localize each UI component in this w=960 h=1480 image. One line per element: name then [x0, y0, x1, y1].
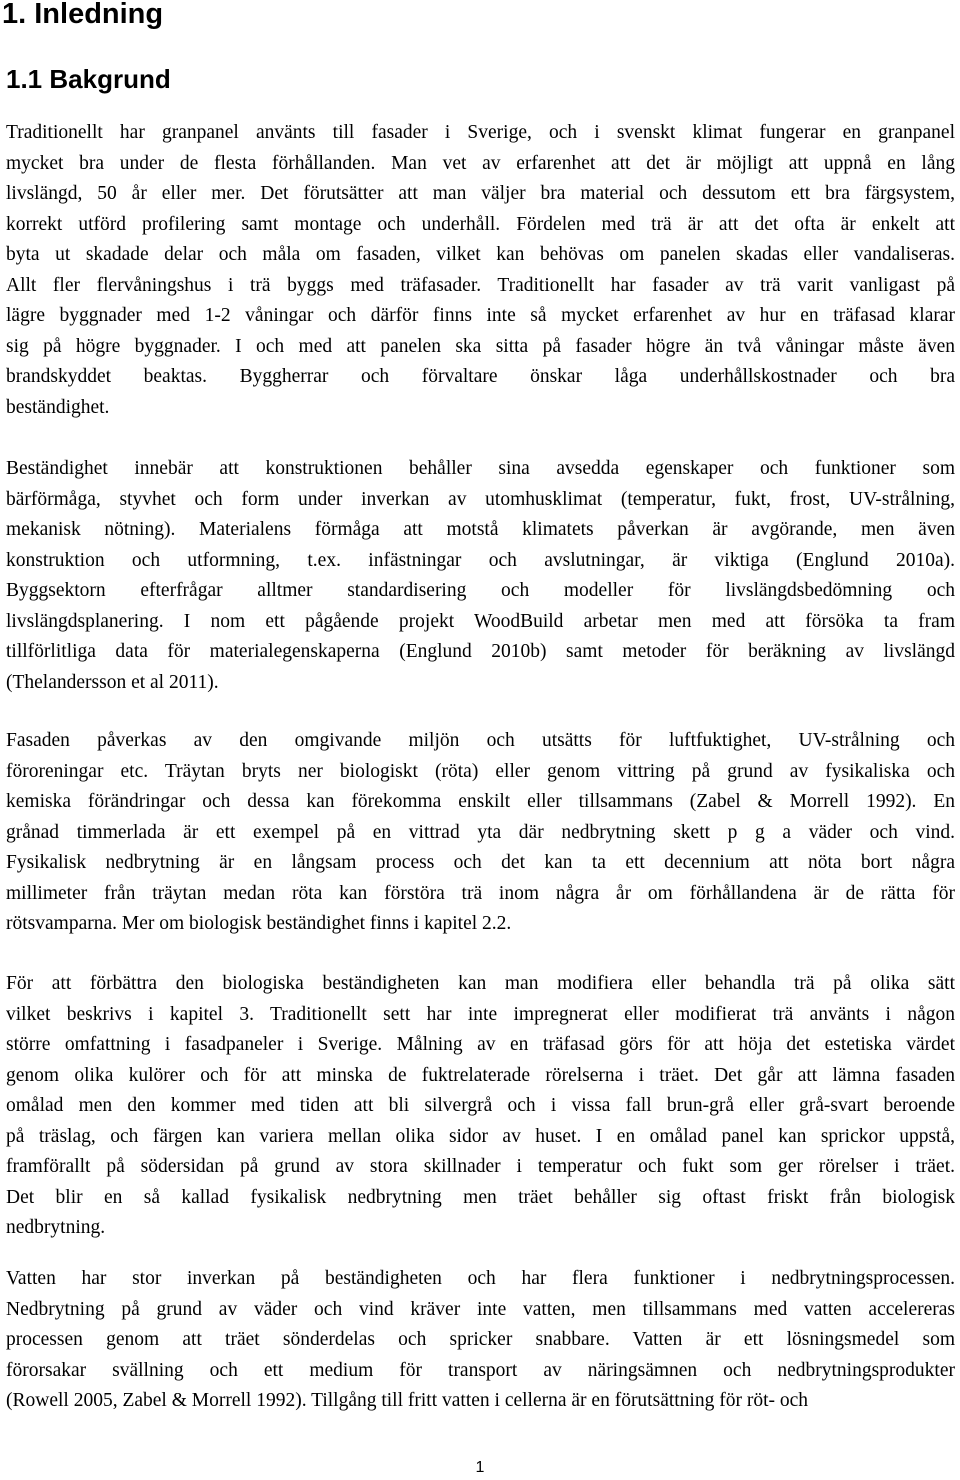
text-line: bärförmåga, styvhet och form under inverkan av utomhusklimat (temperatur, fukt, frost, UV-strålning, [6, 488, 955, 510]
text-line: Byggsektorn efterfrågar alltmer standardisering och modeller för livslängdsbedömning och [6, 580, 955, 601]
text-line: mycket bra under de flesta förhållanden. Man vet av erfarenhet att det är möjligt att uppnå en lång [6, 152, 955, 174]
section-heading: 1.1 Bakgrund [6, 64, 171, 94]
paragraph-background-1 [6, 118, 955, 423]
text-line: byta ut skadade delar och måla om fasaden, vilket kan behövas om panelen skadas eller vandaliseras. [6, 244, 955, 265]
text-line: Traditionellt har granpanel använts till fasader i Sverige, och i svenskt klimat fungerar en granpanel [6, 122, 955, 143]
text-line: mekanisk nötning). Materialens förmåga att motstå klimatets påverkan är avgörande, men även [6, 519, 955, 540]
text-line: millimeter från träytan medan röta kan förstöra trä inom några år om förhållandena är de rätta för [6, 882, 955, 904]
text-line: grånad timmerlada är ett exempel på en vittrad yta där nedbrytning skett p g a väder och vind. [6, 821, 955, 843]
text-line: framförallt på södersidan på grund av stora skillnader i temperatur och fukt som ger rörelser i träet. [6, 1156, 955, 1177]
text-line: processen genom att träet sönderdelas och spricker snabbare. Vatten är ett lösningsmedel som [6, 1329, 955, 1350]
text-line: sig på högre byggnader. I och med att panelen ska sitta på fasader högre än två våningar måste även [6, 335, 955, 357]
text-line: Beständighet innebär att konstruktionen behåller sina avsedda egenskaper och funktioner som [6, 458, 955, 479]
paragraph-water [6, 1264, 955, 1417]
text-line: lägre byggnader med 1-2 våningar och därför finns inte så mycket erfarenhet av hur en träfasad klarar [6, 305, 955, 326]
text-line: omålad men den kommer med tiden att bli silvergrå och i vissa fall brun-grå eller grå-svart beroende [6, 1095, 955, 1116]
text-line: större omfattning i fasadpaneler i Sverige. Målning av en träfasad görs för att höja det estetiska värdet [6, 1034, 955, 1055]
text-line: brandskyddet beaktas. Byggherrar och förvaltare önskar låga underhållskostnader och bra [6, 366, 955, 387]
text-line: föroreningar etc. Träytan bryts ner biologiskt (röta) eller genom vittring på grund av fysikaliska och [6, 760, 955, 782]
text-line: Vatten har stor inverkan på beständigheten och har flera funktioner i nedbrytningsprocessen. [6, 1268, 955, 1289]
text-line: Fysikalisk nedbrytning är en långsam process och det kan ta ett decennium att nöta bort några [6, 852, 955, 873]
text-line: Allt fler flervåningshus i trä byggs med träfasader. Traditionellt har fasader av trä varit vanligast på [6, 274, 955, 296]
text-line: livslängdsplanering. I nom ett pågående projekt WoodBuild arbetar men med att försöka ta fram [6, 610, 955, 632]
text-line: (Thelandersson et al 2011). [6, 671, 219, 693]
text-line: på träslag, och färgen kan variera mellan olika sidor av huset. I en omålad panel kan sprickor uppstå, [6, 1125, 955, 1147]
text-line: nedbrytning. [6, 1217, 106, 1238]
text-line: konstruktion och utformning, t.ex. infästningar och avslutningar, är viktiga (Englund 2010a). [6, 549, 955, 571]
text-line: (Rowell 2005, Zabel & Morrell 1992). Tillgång till fritt vatten i cellerna är en förutsättning för röt- och [6, 1390, 809, 1411]
text-line: Nedbrytning på grund av väder och vind kräver inte vatten, men tillsammans med vatten accelereras [6, 1298, 955, 1320]
text-line: kemiska förändringar och dessa kan förekomma enskilt eller tillsammans (Zabel & Morrell 1992). En [6, 791, 955, 812]
text-line: rötsvamparna. Mer om biologisk beständighet finns i kapitel 2.2. [6, 913, 512, 934]
text-line: För att förbättra den biologiska beständigheten kan man modifiera eller behandla trä på olika sätt [6, 973, 955, 994]
text-line: beständighet. [6, 396, 110, 418]
text-line: tillförlitliga data för materialegenskaperna (Englund 2010b) samt metoder för beräkning av livslängd [6, 641, 955, 662]
text-line: förorsakar svällning och ett medium för transport av näringsämnen och nedbrytningsprodukter [6, 1359, 955, 1381]
paragraph-durability [6, 454, 955, 698]
text-line: Det blir en så kallad fysikalisk nedbrytning men träet behåller sig oftast friskt från biologisk [6, 1186, 955, 1208]
text-line: genom olika kulörer och för att minska de fuktrelaterade rörelserna i träet. Det går att lämna fasaden [6, 1064, 955, 1086]
text-line: korrekt utförd profilering samt montage och underhåll. Fördelen med trä är att det ofta är enkelt att [6, 213, 955, 235]
text-line: livslängd, 50 år eller mer. Det förutsätter att man väljer bra material och dessutom ett bra färgsystem, [6, 183, 955, 204]
text-line: vilket beskrivs i kapitel 3. Traditionellt sett har inte impregnerat eller modifierat trä använts i någon [6, 1003, 955, 1025]
page-number: 1 [475, 1459, 485, 1476]
paragraph-treatment [6, 969, 955, 1244]
chapter-heading: 1. Inledning [2, 0, 164, 30]
paragraph-weathering [6, 726, 955, 940]
text-line: Fasaden påverkas av den omgivande miljön och utsätts för luftfuktighet, UV-strålning och [6, 730, 955, 751]
